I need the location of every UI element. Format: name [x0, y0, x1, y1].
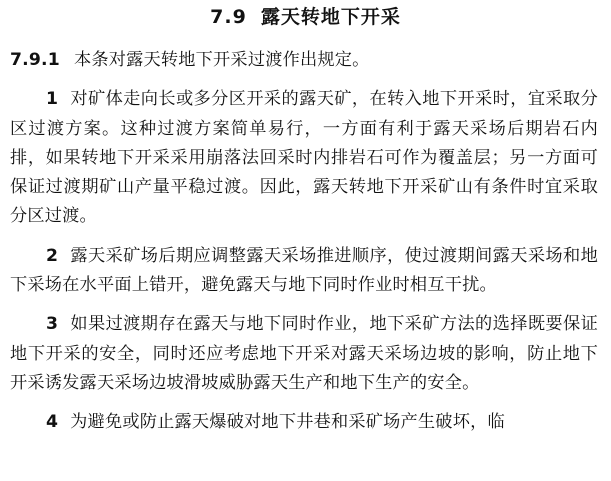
item-paragraph-4 — [10, 408, 598, 437]
item-text: 如果过渡期存在露天与地下同时作业，地下采矿方法的选择既要保证地下开采的安全，同时还应考虑地下开采对露天采场边坡的影响，防止地下开采诱发露天采场边坡滑坡威胁露天生产和地下生产的安全。 — [10, 314, 598, 393]
item-text: 露天采矿场后期应调整露天采场推进顺序，使过渡期间露天采场和地下采场在水平面上错开，避免露天与地下同时作业时相互干扰。 — [10, 245, 598, 296]
item-paragraph-2 — [10, 242, 598, 301]
section-body — [10, 46, 598, 448]
section-title: 露天转地下开采 — [260, 6, 401, 28]
section-heading — [0, 4, 611, 30]
clause-text: 本条对露天转地下开采过渡作出规定。 — [73, 50, 370, 70]
item-paragraph-1 — [10, 85, 598, 231]
clause-number: 7.9.1 — [10, 50, 60, 70]
item-number: 3 — [46, 314, 59, 335]
item-paragraph-3 — [10, 310, 598, 398]
item-text: 对矿体走向长或多分区开采的露天矿，在转入地下开采时，宜采取分区过渡方案。这种过渡方案简单易行，一方面有利于露天采场后期岩石内排，如果转地下开采采用崩落法回采时内排岩石可作为覆盖层；另一方面可保证过渡期矿山产量平稳过渡。因此，露天转地下开采矿山有条件时宜采取分区过渡。 — [10, 89, 598, 227]
clause-paragraph — [10, 46, 598, 75]
item-number: 1 — [46, 89, 59, 110]
item-number: 4 — [46, 412, 59, 433]
item-text: 为避免或防止露天爆破对地下井巷和采矿场产生破坏，临 — [70, 412, 505, 433]
item-number: 2 — [46, 245, 59, 266]
section-number: 7.9 — [210, 6, 247, 28]
